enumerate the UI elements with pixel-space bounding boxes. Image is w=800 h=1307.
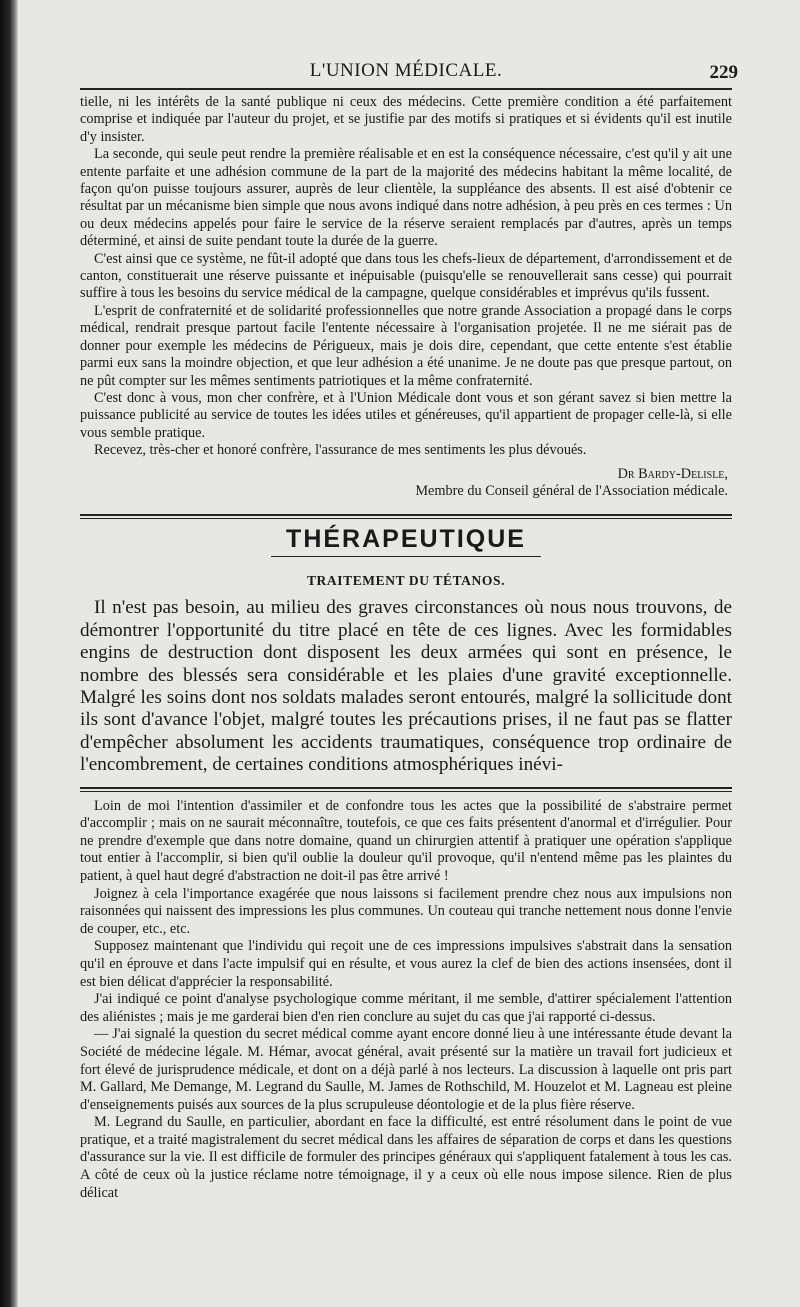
divider-rule-thin [80, 518, 732, 519]
section-divider [80, 514, 732, 519]
document-page [80, 52, 738, 1202]
feuilleton-paragraph: Supposez maintenant que l'individu qui reçoit une de ces impressions impulsives s'abstrait dans la sensation qu'il en éprouve et dans l'acte impulsif qui en résulte, et vous aurez la clef de bien des actions insensées, dont il est bien délicat d'apprécier la responsabilité. [80, 938, 732, 990]
feuilleton-paragraph: Joignez à cela l'importance exagérée que nous laissons si facilement prendre chez nous aux impulsions non raisonnées qui naissent des impressions les plus communes. Un couteau qui tranche nettement nous donne l'envie de couper, etc., etc. [80, 885, 732, 937]
letter-paragraph: Recevez, très-cher et honoré confrère, l'assurance de mes sentiments les plus dévoués. [94, 442, 587, 459]
feuilleton-paragraph: M. Legrand du Saulle, en particulier, abordant en face la difficulté, est entré résolument dans le point de vue pratique, et a traité magistralement du secret médical dans les affaires de séparation de corps et dans les questions d'assurance sur la vie. Il est difficile de formuler des principes généraux qui s'appliquent fatalement à tous les cas. A côté de ceux où la justice réclame notre témoignage, il y a ceux où elle nous impose silence. Rien de plus délicat [80, 1114, 732, 1201]
page-header [80, 52, 738, 88]
feuilleton-paragraph: — J'ai signalé la question du secret médical comme ayant encore donné lieu à une intéressante étude devant la Société de médecine légale. M. Hémar, avocat général, avait présenté sur la matière un travail fort judicieux et fort élevé de jurisprudence médicale, et dont on a déjà parlé à nos lecteurs. La discussion à laquelle ont pris part M. Gallard, Me Demange, M. Legrand du Saulle, M. James de Rothschild, M. Houzelot et M. Lagneau est pleine d'enseignements puisés aux sources de la plus scrupuleuse déontologie et de la plus fière réserve. [80, 1026, 732, 1113]
letter-paragraph: tielle, ni les intérêts de la santé publique ni ceux des médecins. Cette première condition a été parfaitement comprise et indiquée par l'auteur du projet, et se justifie par des motifs si pratiques et si évidents qu'il est inutile d'y insister. [80, 94, 732, 145]
feuilleton-paragraph: J'ai indiqué ce point d'analyse psychologique comme méritant, il me semble, d'attirer spécialement l'attention des aliénistes ; mais je me garderai bien d'en rien conclure au sujet du cas que j'ai rapporté ci-dessus. [80, 991, 732, 1025]
letter-paragraph: La seconde, qui seule peut rendre la première réalisable et en est la conséquence nécessaire, c'est qu'il y ait une entente parfaite et une adhésion commune de la part de la majorité des médecins habitant la même localité, de façon qu'on puisse toujours assurer, auprès de leur clientèle, la suppléance des absents. Il est aisé d'obtenir ce résultat par un mécanisme bien simple que nous avons indiqué dans notre adhésion, à peu près en ces termes : Un ou deux médecins appelés pour faire le service de la réserve seraient remplacés par d'autres, après un temps déterminé, et ainsi de suite pendant toute la durée de la guerre. [80, 146, 732, 250]
feuilleton-rule [80, 787, 732, 789]
signature-name: Dr Bardy-Delisle, [617, 465, 728, 482]
signature-block [80, 466, 728, 501]
header-rule [80, 88, 732, 90]
letter-paragraph: L'esprit de confraternité et de solidarité professionnelles que notre grande Association a propagé dans le corps médical, rendrait presque partout facile l'entente nécessaire à l'organisation projetée. Il ne me siérait pas de donner pour exemple les médecins de Périgueux, mais je dois dire, cependant, que cette entente s'est établie parmi eux sans la moindre objection, et que leur adhésion a été unanime. Je ne doute pas que presque partout, on ne pût compter sur les mêmes sentiments patriotiques et la même confraternité. [80, 302, 732, 389]
page-number: 229 [709, 62, 738, 83]
running-head: L'UNION MÉDICALE. [309, 60, 503, 81]
feuilleton-body [80, 798, 732, 1203]
divider-rule-thick [80, 514, 732, 516]
book-binding-edge [0, 0, 18, 1307]
article-body [80, 597, 732, 776]
feuilleton-rule-thin [80, 791, 732, 792]
section-title: THÉRAPEUTIQUE [286, 525, 526, 554]
letter-paragraph: C'est ainsi que ce système, ne fût-il adopté que dans tous les chefs-lieux de département, d'arrondissement et de canton, constituerait une réserve puissante et inépuisable (puisqu'elle se renouvellerait sans cesse) qui pourrait suffire à tous les besoins du service médical de la campagne, quelque considérables et imprévus qu'ils fussent. [80, 250, 732, 302]
section-title-rule [271, 556, 541, 557]
article-paragraph: Il n'est pas besoin, au milieu des graves circonstances où nous nous trouvons, de démontrer l'opportunité du titre placé en tête de ces lignes. Avec les formidables engins de destruction dont disposent les deux armées qui sont en présence, le nombre des blessés sera considérable et les plaies d'une gravité exceptionnelle. Malgré les soins dont nos soldats malades seront entourés, malgré la sollicitude dont ils sont d'avance l'objet, malgré toutes les précautions prises, il ne faut pas se flatter d'empêcher absolument les accidents traumatiques, conséquence trop ordinaire de l'encombrement, de certaines conditions atmosphériques inévi- [80, 597, 732, 776]
letter-body [80, 94, 732, 500]
article-title: TRAITEMENT DU TÉTANOS. [306, 573, 506, 589]
letter-paragraph: C'est donc à vous, mon cher confrère, et à l'Union Médicale dont vous et son gérant savez si bien mettre la puissance publicité au service de toutes les idées utiles et généreuses, qu'il appartient de propager celle-là, si elle vous semble pratique. [80, 389, 732, 441]
feuilleton-paragraph: Loin de moi l'intention d'assimiler et de confondre tous les actes que la possibilité de s'abstraire permet d'accomplir ; mais on ne saurait méconnaître, toutefois, ce que ces faits présentent d'anormal et d'irrégulier. Pour ne prendre d'exemple que dans notre domaine, quand un chirurgien attentif à pratiquer une opération s'applique tout entier à l'accomplir, si bien qu'il oublie la douleur qu'il provoque, qu'il n'entend même pas les plaintes du patient, à quel haut degré d'abstraction ne doit-il pas être arrivé ! [80, 797, 732, 884]
signature-title: Membre du Conseil général de l'Association médicale. [415, 482, 728, 499]
